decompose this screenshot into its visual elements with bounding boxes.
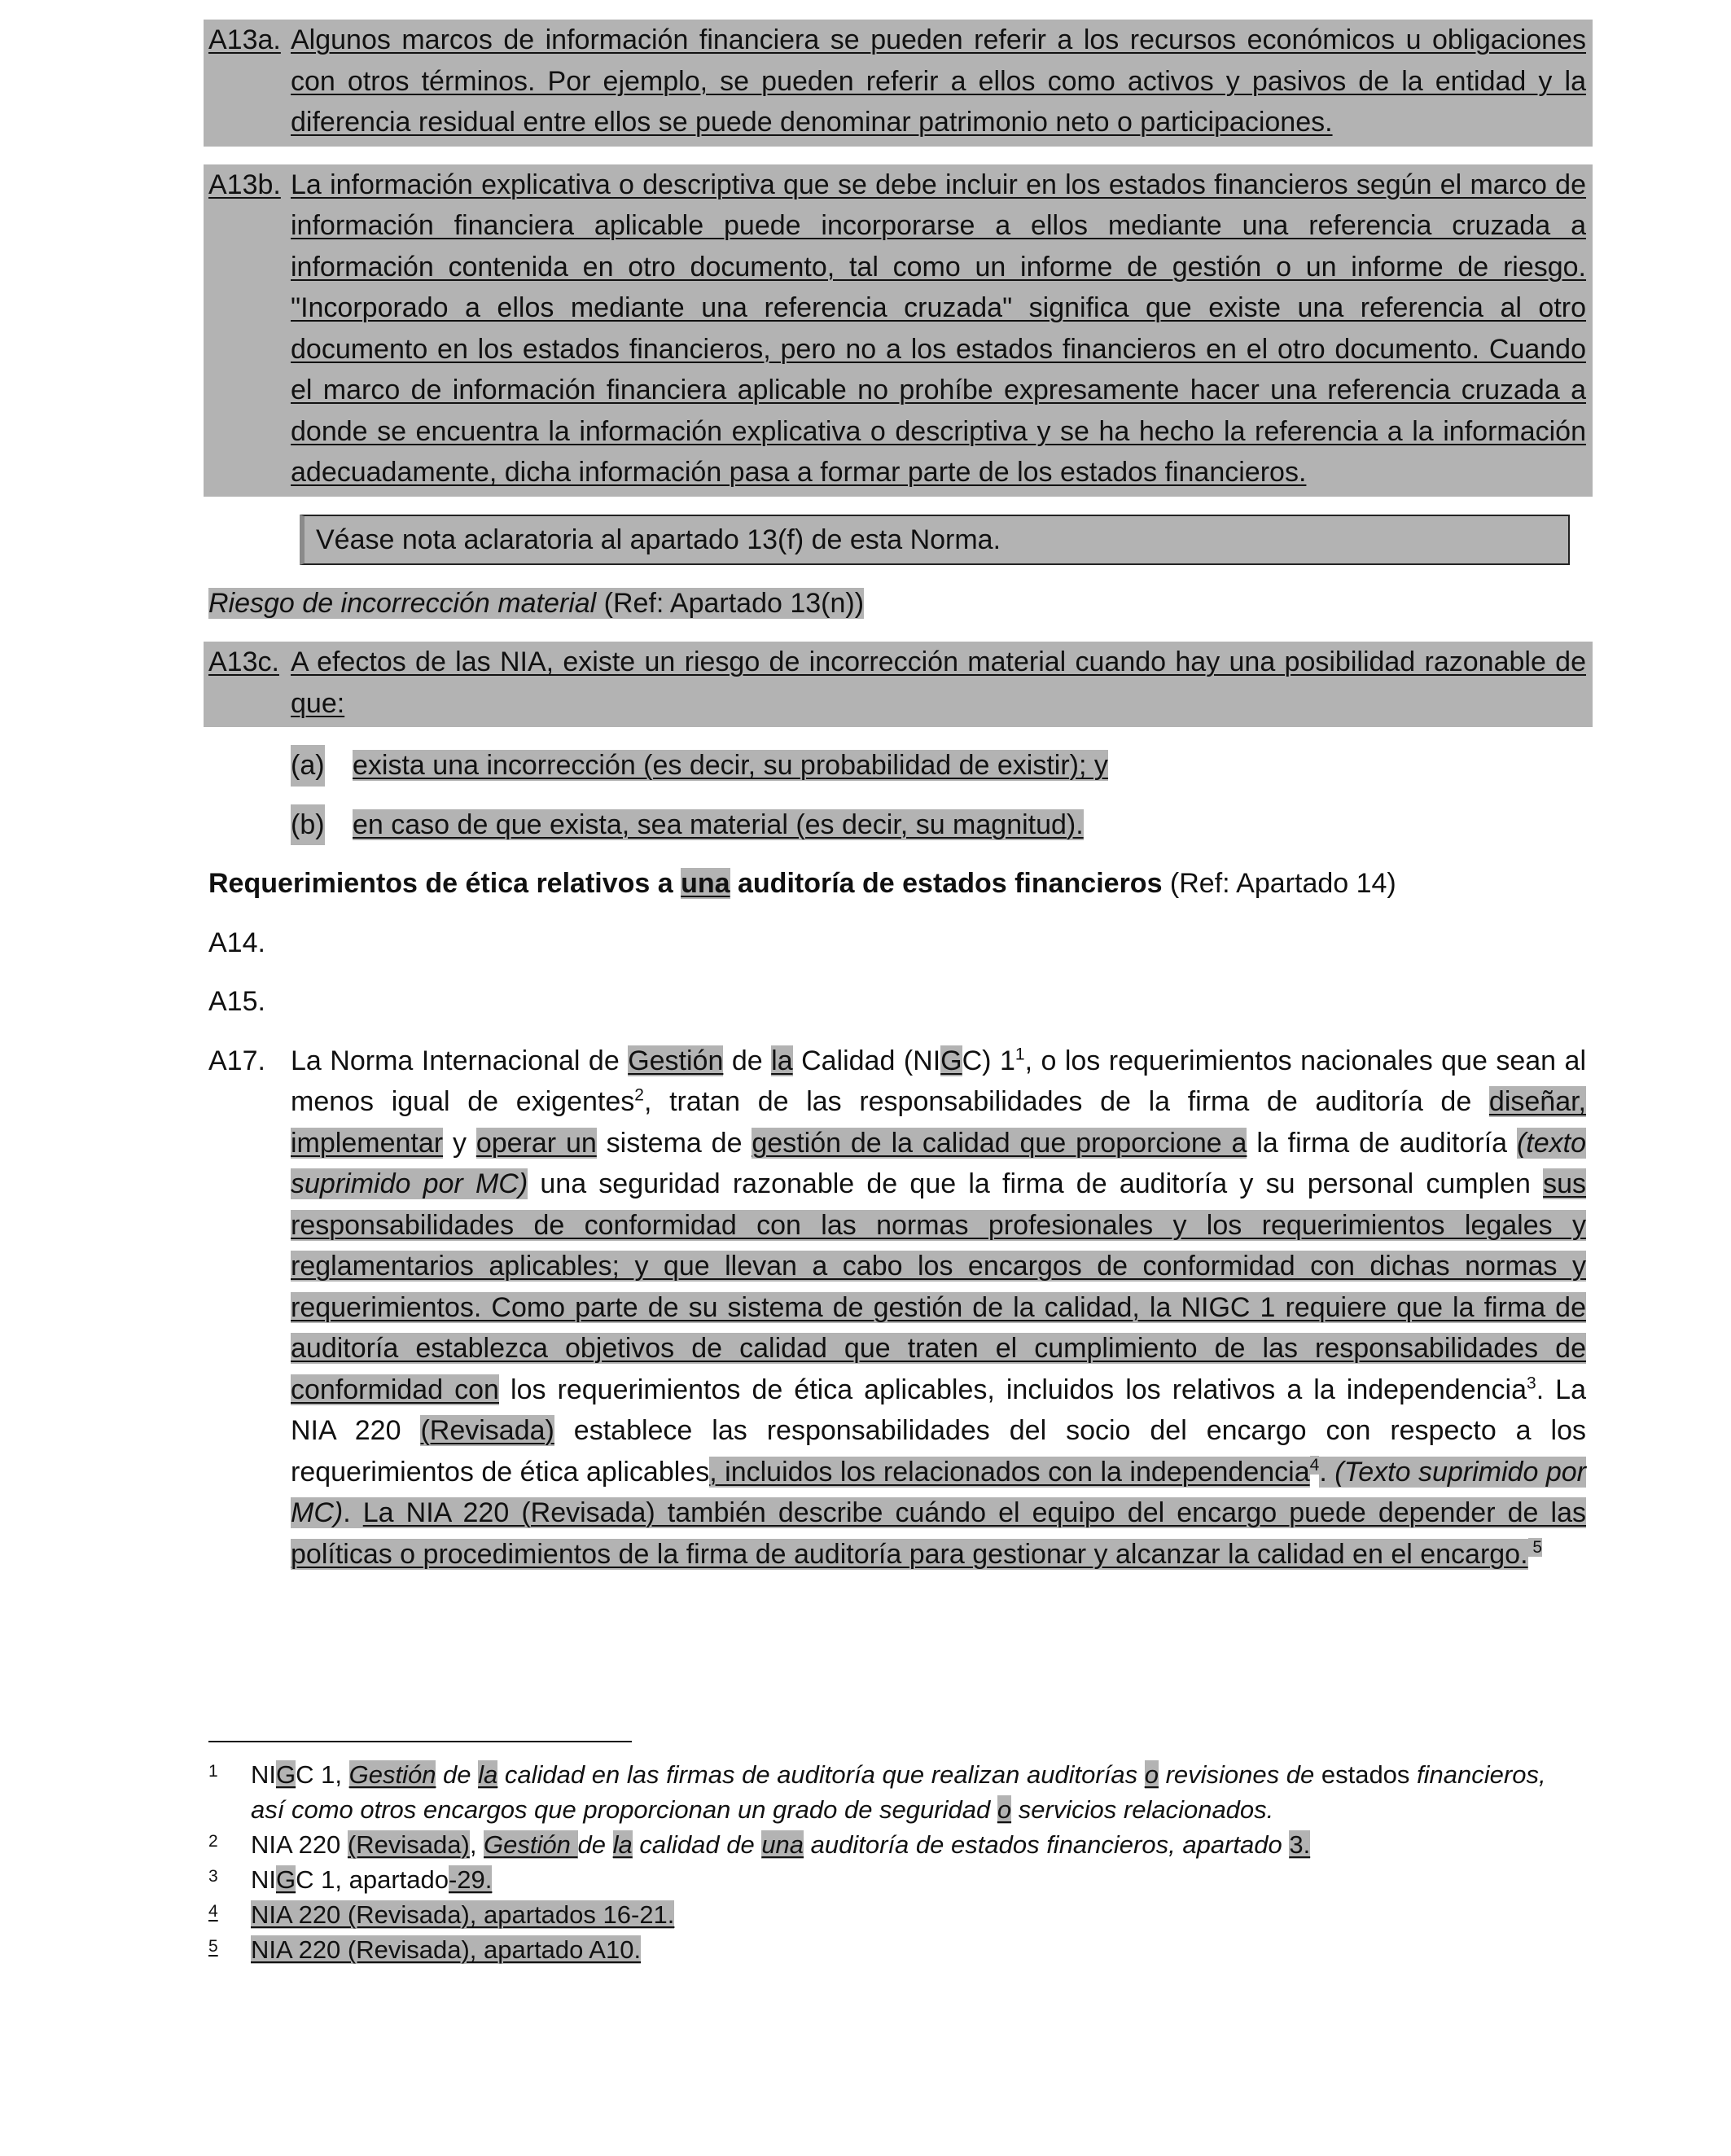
text-run: de <box>723 1045 772 1076</box>
footnote-separator <box>208 1741 632 1742</box>
text-run-highlight: Gestión <box>628 1045 724 1076</box>
text-run: una seguridad razonable de que la firma de auditoría y su personal cumplen <box>528 1168 1544 1199</box>
section-heading-riesgo <box>208 583 1586 624</box>
text-run-highlight: 3. <box>1289 1830 1311 1859</box>
footnote-number: 3 <box>208 1867 218 1886</box>
text-run: calidad de <box>632 1830 762 1859</box>
text-run-highlight: diseñar, implementar <box>291 1086 1586 1159</box>
text-run: servicios relacionados. <box>1011 1795 1274 1824</box>
list-item-a <box>208 745 1586 787</box>
text-run: los requerimientos de ética aplicables, incluidos los relativos a la independencia <box>498 1374 1527 1405</box>
list-label: (a) <box>291 745 325 787</box>
footnote-ref: 5 <box>1527 1538 1543 1558</box>
spacer <box>208 905 1586 922</box>
footnote-ref: 3 <box>1527 1374 1536 1393</box>
text-run-highlight: la <box>612 1830 633 1859</box>
heading-ref: (Ref: Apartado 13(n)) <box>596 587 865 619</box>
spacer <box>208 845 1586 863</box>
spacer <box>208 565 1586 583</box>
text-run-highlight: G <box>276 1865 296 1894</box>
text-run-highlight: -29. <box>448 1865 493 1894</box>
footnote-2 <box>208 1827 1586 1862</box>
heading-bold: auditoría de estados financieros <box>730 868 1163 899</box>
text-run-italic-highlight: (Texto suprimido por MC) <box>291 1456 1586 1528</box>
document-body <box>208 20 1586 1575</box>
heading-bold: Requerimientos de ética relativos a <box>208 868 681 899</box>
text-run: , <box>469 1830 484 1859</box>
text-run-highlight: sus responsabilidades de conformidad con las normas profesionales y los requerimientos legales y reglamentarios aplicables; y que llevan a cabo los encargos de conformidad con dichas normas y requerimientos. Como parte de su sistema de gestión de la calidad, la NIGC 1 requiere que la firma de auditoría establezca objetivos de calidad que traten el cumplimiento de las responsabilidades de conformidad con <box>291 1168 1586 1405</box>
spacer <box>208 787 1586 804</box>
clarifying-note-text: Véase nota aclaratoria al apartado 13(f) de esta Norma. <box>316 524 1001 555</box>
text-run: C) 1 <box>962 1045 1015 1076</box>
text-run: NI <box>251 1760 276 1789</box>
footnotes <box>208 1757 1586 1967</box>
paragraph-text: Algunos marcos de información financiera se pueden referir a los recursos económicos u obligaciones con otros términos. Por ejemplo, se pueden referir a ellos como activos y pasivos de la entidad y la diferencia residual entre ellos se puede denominar patrimonio neto o participaciones. <box>291 24 1586 138</box>
text-run: Calidad (NI <box>792 1045 941 1076</box>
spacer <box>208 727 1586 745</box>
heading-bold-highlight: una <box>681 868 730 899</box>
spacer <box>208 1023 1586 1041</box>
text-run-highlight: o <box>1144 1760 1159 1789</box>
text-run-highlight: Gestión <box>484 1830 578 1859</box>
footnote-ref: 4 <box>1309 1456 1320 1475</box>
text-run: . La NIA 220 <box>291 1374 1586 1446</box>
list-text: en caso de que exista, sea material (es decir, su magnitud). <box>353 808 1084 840</box>
text-run-highlight: G <box>276 1760 296 1789</box>
text-run-highlight: . <box>343 1497 363 1528</box>
paragraph-number: A17. <box>208 1045 265 1076</box>
text-run-highlight: la <box>771 1045 793 1076</box>
text-run-highlight: Gestión <box>348 1760 436 1789</box>
text-run: la firma de auditoría <box>1247 1127 1517 1159</box>
text-run: NIA 220 <box>251 1830 348 1859</box>
text-run: calidad en las firmas de auditoría que realizan auditorías <box>497 1760 1145 1789</box>
text-run-highlight: una <box>761 1830 804 1859</box>
text-run: y <box>443 1127 476 1159</box>
text-run: NI <box>251 1865 276 1894</box>
paragraph-text: A efectos de las NIA, existe un riesgo de incorrección material cuando hay una posibilidad razonable de que: <box>291 646 1586 719</box>
spacer <box>208 147 1586 164</box>
footnote-number: 1 <box>208 1762 218 1781</box>
spacer <box>208 963 1586 981</box>
text-run-highlight: NIA 220 (Revisada), apartados 16-21. <box>251 1900 675 1929</box>
list-text: exista una incorrección (es decir, su probabilidad de existir); y <box>353 750 1108 781</box>
text-run-highlight: La NIA 220 (Revisada) también describe cuándo el equipo del encargo puede depender de las políticas o procedimientos de la firma de auditoría para gestionar y alcanzar la calidad en el encargo. <box>291 1497 1586 1570</box>
text-run: , tratan de las responsabilidades de la firma de auditoría de <box>643 1086 1489 1117</box>
footnote-ref: 2 <box>634 1085 644 1105</box>
text-run-highlight: (Revisada) <box>420 1415 554 1446</box>
footnote-number: 4 <box>208 1902 218 1921</box>
text-run-highlight: gestión de la calidad que proporcione a <box>752 1127 1247 1159</box>
section-heading-etica <box>208 863 1586 905</box>
footnote-3 <box>208 1862 1586 1897</box>
text-run-highlight: NIA 220 (Revisada), apartado A10. <box>251 1935 642 1964</box>
text-run: de <box>577 1830 613 1859</box>
paragraph-number: A13a. <box>208 24 281 55</box>
text-run: C 1, apartado <box>296 1865 449 1894</box>
spacer <box>208 624 1586 642</box>
footnote-5 <box>208 1932 1586 1967</box>
paragraph-text: La información explicativa o descriptiva que se debe incluir en los estados financieros según el marco de información financiera aplicable puede incorporarse a ellos mediante una referencia cruzada a información contenida en otro documento, tal como un informe de gestión o un informe de riesgo. "Incorporado a ellos mediante una referencia cruzada" significa que existe una referencia al otro documento en los estados financieros, pero no a los estados financieros en el otro documento. Cuando el marco de información financiera aplicable no prohíbe expresamente hacer una referencia cruzada a donde se encuentra la información explicativa o descriptiva y se ha hecho la referencia a la información adecuadamente, dicha información pasa a formar parte de los estados financieros. <box>291 169 1586 488</box>
text-run: establece las responsabilidades del socio del encargo con respecto a los requerimientos de ética aplicables <box>291 1415 1587 1488</box>
paragraph-number: A13c. <box>208 646 279 677</box>
text-run: C 1, <box>296 1760 349 1789</box>
text-run-highlight: . <box>1319 1456 1335 1488</box>
text-run-highlight: , incluidos los relacionados con la independencia <box>709 1456 1310 1488</box>
paragraph-a13c <box>204 642 1593 727</box>
heading-ref: (Ref: Apartado 14) <box>1162 868 1396 899</box>
footnote-1 <box>208 1757 1586 1827</box>
spacer <box>208 497 1586 515</box>
text-run: estados <box>1314 1760 1418 1789</box>
text-run: revisiones de <box>1158 1760 1315 1789</box>
text-run: sistema de <box>596 1127 752 1159</box>
text-run: de <box>436 1760 479 1789</box>
paragraph-number: A13b. <box>208 169 281 200</box>
text-run: La Norma Internacional de <box>291 1045 629 1076</box>
paragraph-a13a <box>204 20 1593 147</box>
list-item-b <box>208 804 1586 846</box>
paragraph-a13b <box>204 164 1593 497</box>
text-run: financieros, así como otros encargos que proporcionan un grado de seguridad <box>251 1760 1546 1824</box>
paragraph-a17 <box>208 1041 1586 1575</box>
heading-highlight <box>208 588 864 619</box>
footnote-number: 5 <box>208 1937 218 1956</box>
footnote-number: 2 <box>208 1832 218 1851</box>
list-label: (b) <box>291 804 325 846</box>
text-run-highlight: la <box>478 1760 498 1789</box>
text-run: auditoría de estados financieros, apartado <box>804 1830 1290 1859</box>
heading-italic: Riesgo de incorrección material <box>208 587 597 619</box>
text-run-highlight: G <box>940 1045 962 1076</box>
text-run-italic-highlight: (texto suprimido por MC) <box>291 1127 1586 1199</box>
paragraph-a14: A14. <box>208 927 265 958</box>
footnote-ref: 1 <box>1014 1045 1025 1064</box>
clarifying-note-box <box>300 515 1570 565</box>
footnote-4 <box>208 1897 1586 1932</box>
text-run-highlight: o <box>997 1795 1012 1824</box>
text-run-highlight: (Revisada) <box>347 1830 470 1859</box>
text-run: , o los requerimientos nacionales que sean al menos igual de exigentes <box>291 1045 1586 1117</box>
text-run-highlight: operar un <box>475 1127 597 1159</box>
paragraph-a15: A15. <box>208 986 265 1017</box>
